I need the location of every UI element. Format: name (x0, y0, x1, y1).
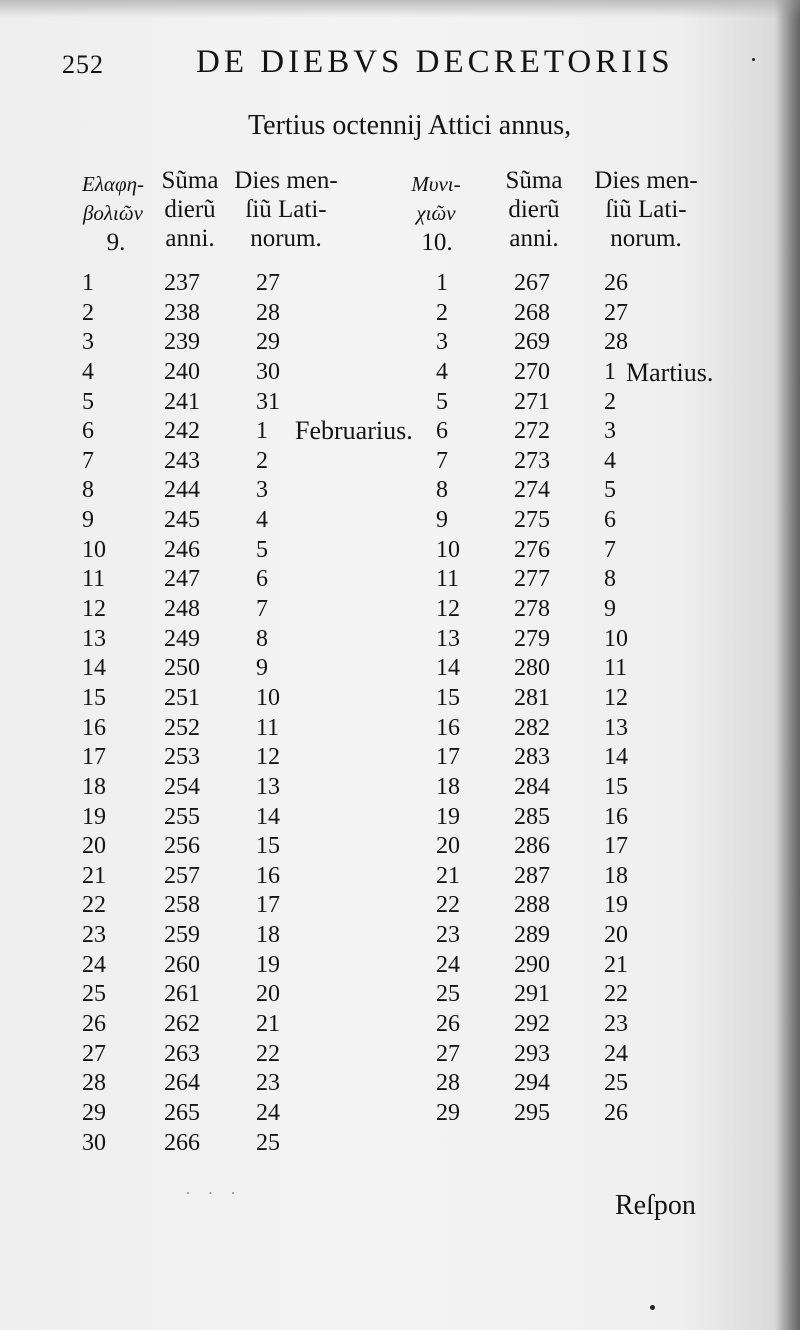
table-cell-suma: 246 (164, 536, 200, 563)
table-cell-latin-day: 25 (256, 1129, 280, 1156)
table-cell-latin-day: 3 (256, 477, 268, 504)
table-cell-day: 2 (82, 299, 94, 326)
table-cell-day: 15 (436, 684, 460, 711)
table-cell-day: 1 (436, 270, 448, 296)
ink-speck (650, 1305, 655, 1310)
catchword: Reſpon (615, 1190, 696, 1221)
table-cell-suma: 293 (514, 1040, 550, 1067)
table-cell-day: 10 (82, 536, 106, 563)
table-cell-suma: 264 (164, 1070, 200, 1097)
table-cell-latin-day: 4 (256, 507, 268, 534)
table-cell-day: 10 (436, 536, 460, 563)
table-cell-latin-day: 13 (604, 714, 628, 741)
table-cell-day: 11 (82, 566, 106, 593)
table-cell-latin-day: 10 (604, 625, 628, 652)
table-cell-day: 4 (436, 358, 448, 385)
table-cell-suma: 256 (164, 833, 200, 860)
table-cell-latin-day: 1 (256, 418, 268, 445)
table-cell-day: 30 (82, 1129, 106, 1156)
table-cell-day: 17 (82, 744, 106, 771)
table-cell-suma: 277 (514, 566, 550, 593)
table-cell-day: 3 (436, 329, 448, 356)
table-cell-latin-day: 30 (256, 358, 280, 385)
left-dies-header (226, 166, 346, 253)
table-cell-latin-day: 7 (256, 596, 268, 623)
table-cell-latin-day: 19 (256, 951, 280, 978)
left-suma-column (164, 269, 234, 1158)
table-cell-latin-day: 5 (604, 477, 616, 504)
left-latin-day-column (256, 269, 316, 1158)
left-suma-header-line-2: dierũ (164, 196, 216, 223)
table-cell-suma: 278 (514, 596, 550, 623)
table-cell-latin-day: 15 (604, 773, 628, 800)
table-cell-latin-day: 9 (256, 655, 268, 682)
right-suma-header-line-3: anni. (509, 225, 559, 252)
table-cell-latin-day: 11 (256, 714, 280, 741)
table-cell-suma: 268 (514, 299, 550, 326)
table-cell-day: 20 (436, 833, 460, 860)
table-cell-suma: 238 (164, 299, 200, 326)
right-dies-header-line-3: norum. (610, 225, 682, 252)
right-month-note: Martius. (626, 358, 714, 387)
table-cell-latin-day: 12 (256, 744, 280, 771)
table-cell-suma: 286 (514, 833, 550, 860)
right-suma-header-line-2: dierũ (508, 196, 560, 223)
table-cell-day: 27 (82, 1040, 106, 1067)
table-cell-day: 12 (436, 596, 460, 623)
right-day-column (436, 269, 482, 1129)
table-cell-day: 23 (436, 922, 460, 949)
table-cell-day: 22 (436, 892, 460, 919)
table-cell-latin-day: 29 (256, 329, 280, 356)
table-cell-day: 29 (82, 1099, 106, 1126)
table-cell-suma: 237 (164, 270, 200, 296)
table-cell-day: 9 (82, 507, 94, 534)
table-cell-day: 15 (82, 684, 106, 711)
table-cell-latin-day: 28 (604, 329, 628, 356)
left-dies-header-line-2: ſiũ Lati- (245, 196, 327, 223)
table-cell-day: 7 (436, 447, 448, 474)
table-cell-suma: 244 (164, 477, 200, 504)
table-cell-suma: 266 (164, 1129, 200, 1156)
table-cell-latin-day: 2 (256, 447, 268, 474)
table-title: Tertius octennij Attici annus, (248, 110, 572, 141)
table-cell-day: 28 (82, 1070, 106, 1097)
table-cell-latin-day: 17 (256, 892, 280, 919)
table-cell-suma: 259 (164, 922, 200, 949)
table-cell-suma: 241 (164, 388, 200, 415)
left-month-header-line-2: βολιῶν (82, 201, 144, 225)
table-cell-latin-day: 21 (604, 951, 628, 978)
table-cell-latin-day: 14 (604, 744, 628, 771)
table-cell-latin-day: 8 (256, 625, 268, 652)
table-cell-latin-day: 28 (256, 299, 280, 326)
table-cell-day: 14 (436, 655, 460, 682)
table-cell-latin-day: 11 (604, 655, 628, 682)
table-cell-day: 21 (82, 862, 106, 889)
table-cell-suma: 267 (514, 270, 550, 296)
table-cell-suma: 279 (514, 625, 550, 652)
table-cell-latin-day: 27 (604, 299, 628, 326)
left-day-column (82, 269, 128, 1158)
table-cell-suma: 295 (514, 1099, 550, 1126)
table-cell-day: 6 (436, 418, 448, 445)
page-number: 252 (62, 50, 104, 79)
table-cell-suma: 288 (514, 892, 550, 919)
table-cell-day: 9 (436, 507, 448, 534)
left-month-header-line-1: Ελαφη- (82, 172, 144, 196)
right-month-header (398, 170, 474, 228)
table-cell-suma: 271 (514, 388, 550, 415)
table-cell-suma: 240 (164, 358, 200, 385)
table-cell-latin-day: 20 (604, 922, 628, 949)
table-cell-latin-day: 24 (604, 1040, 628, 1067)
table-cell-day: 29 (436, 1099, 460, 1126)
table-cell-suma: 285 (514, 803, 550, 830)
table-cell-suma: 251 (164, 684, 200, 711)
table-cell-day: 16 (436, 714, 460, 741)
table-cell-suma: 239 (164, 329, 200, 356)
table-cell-day: 23 (82, 922, 106, 949)
ink-speck (752, 58, 755, 61)
table-cell-latin-day: 16 (256, 862, 280, 889)
table-cell-suma: 282 (514, 714, 550, 741)
table-cell-day: 24 (82, 951, 106, 978)
table-cell-suma: 269 (514, 329, 550, 356)
table-cell-latin-day: 13 (256, 773, 280, 800)
table-cell-latin-day: 17 (604, 833, 628, 860)
right-month-header-line-2: χιῶν (416, 201, 456, 225)
left-suma-header-line-3: anni. (165, 225, 215, 252)
right-suma-header-line-1: Sũma (505, 167, 563, 194)
table-cell-day: 8 (82, 477, 94, 504)
table-cell-day: 5 (82, 388, 94, 415)
table-cell-latin-day: 20 (256, 981, 280, 1008)
table-cell-suma: 283 (514, 744, 550, 771)
table-cell-suma: 284 (514, 773, 550, 800)
table-cell-latin-day: 23 (256, 1070, 280, 1097)
table-cell-latin-day: 12 (604, 684, 628, 711)
table-cell-latin-day: 27 (256, 270, 280, 296)
table-cell-latin-day: 10 (256, 684, 280, 711)
table-cell-suma: 254 (164, 773, 200, 800)
table-cell-suma: 265 (164, 1099, 200, 1126)
table-cell-suma: 291 (514, 981, 550, 1008)
left-dies-header-line-1: Dies men- (234, 167, 338, 194)
table-cell-suma: 270 (514, 358, 550, 385)
table-cell-day: 28 (436, 1070, 460, 1097)
table-cell-latin-day: 6 (604, 507, 616, 534)
table-cell-latin-day: 25 (604, 1070, 628, 1097)
table-cell-day: 3 (82, 329, 94, 356)
table-cell-suma: 250 (164, 655, 200, 682)
table-cell-latin-day: 19 (604, 892, 628, 919)
left-month-note: Februarius. (295, 416, 413, 445)
table-cell-day: 1 (82, 270, 94, 296)
table-cell-day: 21 (436, 862, 460, 889)
table-cell-day: 14 (82, 655, 106, 682)
table-cell-day: 27 (436, 1040, 460, 1067)
table-cell-suma: 247 (164, 566, 200, 593)
table-cell-day: 26 (82, 1011, 106, 1038)
table-cell-suma: 255 (164, 803, 200, 830)
right-month-number: 10. (421, 229, 453, 256)
table-cell-latin-day: 22 (256, 1040, 280, 1067)
right-suma-column (514, 269, 584, 1129)
right-month-header-line-1: Μυνι- (411, 172, 461, 196)
table-cell-day: 6 (82, 418, 94, 445)
table-cell-suma: 248 (164, 596, 200, 623)
table-cell-day: 13 (436, 625, 460, 652)
table-cell-latin-day: 22 (604, 981, 628, 1008)
table-cell-latin-day: 24 (256, 1099, 280, 1126)
table-cell-suma: 276 (514, 536, 550, 563)
table-cell-suma: 249 (164, 625, 200, 652)
table-cell-latin-day: 16 (604, 803, 628, 830)
table-cell-day: 11 (436, 566, 460, 593)
table-cell-latin-day: 18 (256, 922, 280, 949)
table-cell-latin-day: 18 (604, 862, 628, 889)
left-suma-header (150, 166, 230, 253)
table-cell-day: 19 (436, 803, 460, 830)
left-month-header (72, 170, 154, 228)
table-cell-day: 13 (82, 625, 106, 652)
table-cell-suma: 294 (514, 1070, 550, 1097)
table-cell-suma: 290 (514, 951, 550, 978)
table-cell-suma: 287 (514, 862, 550, 889)
table-cell-suma: 274 (514, 477, 550, 504)
table-cell-latin-day: 14 (256, 803, 280, 830)
table-cell-latin-day: 6 (256, 566, 268, 593)
table-cell-day: 8 (436, 477, 448, 504)
table-cell-latin-day: 15 (256, 833, 280, 860)
table-cell-latin-day: 9 (604, 596, 616, 623)
table-cell-suma: 275 (514, 507, 550, 534)
table-cell-latin-day: 4 (604, 447, 616, 474)
table-cell-latin-day: 26 (604, 270, 628, 296)
table-cell-latin-day: 1 (604, 358, 616, 385)
table-cell-suma: 263 (164, 1040, 200, 1067)
table-cell-day: 4 (82, 358, 94, 385)
table-cell-latin-day: 31 (256, 388, 280, 415)
right-dies-header-line-2: ſiũ Lati- (605, 196, 687, 223)
right-dies-header (586, 166, 706, 253)
table-cell-day: 20 (82, 833, 106, 860)
table-cell-suma: 289 (514, 922, 550, 949)
table-cell-suma: 258 (164, 892, 200, 919)
table-cell-day: 22 (82, 892, 106, 919)
table-cell-latin-day: 3 (604, 418, 616, 445)
table-cell-day: 2 (436, 299, 448, 326)
signature-mark: · · · (185, 1183, 242, 1203)
right-suma-header (494, 166, 574, 253)
running-head: DE DIEBVS DECRETORIIS (196, 44, 674, 80)
table-cell-latin-day: 26 (604, 1099, 628, 1126)
table-cell-suma: 280 (514, 655, 550, 682)
table-cell-latin-day: 23 (604, 1011, 628, 1038)
table-cell-day: 17 (436, 744, 460, 771)
table-cell-suma: 260 (164, 951, 200, 978)
left-month-number: 9. (106, 229, 126, 256)
table-cell-day: 26 (436, 1011, 460, 1038)
table-cell-day: 18 (82, 773, 106, 800)
table-cell-suma: 257 (164, 862, 200, 889)
table-cell-latin-day: 21 (256, 1011, 280, 1038)
table-cell-latin-day: 5 (256, 536, 268, 563)
table-cell-day: 5 (436, 388, 448, 415)
table-cell-latin-day: 7 (604, 536, 616, 563)
table-cell-suma: 242 (164, 418, 200, 445)
table-cell-day: 7 (82, 447, 94, 474)
right-dies-header-line-1: Dies men- (594, 167, 698, 194)
table-cell-suma: 262 (164, 1011, 200, 1038)
left-suma-header-line-1: Sũma (161, 167, 219, 194)
table-cell-latin-day: 2 (604, 388, 616, 415)
table-cell-suma: 292 (514, 1011, 550, 1038)
table-cell-suma: 261 (164, 981, 200, 1008)
table-cell-suma: 273 (514, 447, 550, 474)
table-cell-suma: 253 (164, 744, 200, 771)
table-cell-suma: 252 (164, 714, 200, 741)
table-cell-day: 16 (82, 714, 106, 741)
table-cell-day: 18 (436, 773, 460, 800)
right-latin-day-column (604, 269, 664, 1129)
table-cell-suma: 281 (514, 684, 550, 711)
table-cell-day: 25 (82, 981, 106, 1008)
table-cell-day: 25 (436, 981, 460, 1008)
table-cell-latin-day: 8 (604, 566, 616, 593)
table-cell-day: 12 (82, 596, 106, 623)
table-cell-suma: 243 (164, 447, 200, 474)
table-cell-suma: 272 (514, 418, 550, 445)
table-cell-suma: 245 (164, 507, 200, 534)
table-cell-day: 24 (436, 951, 460, 978)
left-dies-header-line-3: norum. (250, 225, 322, 252)
table-cell-day: 19 (82, 803, 106, 830)
